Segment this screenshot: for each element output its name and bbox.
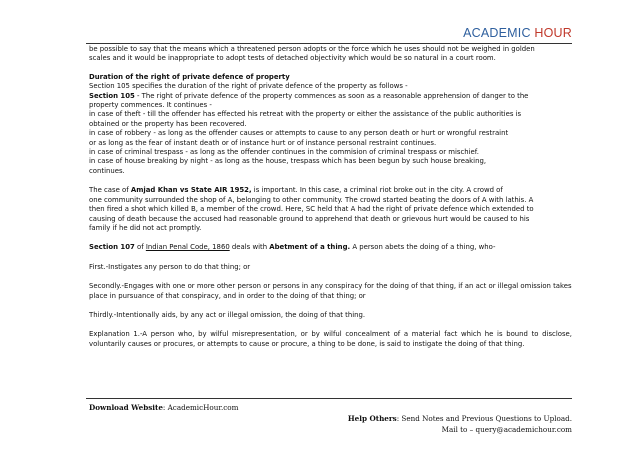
page-content bbox=[89, 45, 572, 349]
footer-divider bbox=[86, 398, 572, 399]
text-line: causing of death because the accused had reasonable ground to apprehend that death or grievous hurt would be caused to his bbox=[89, 214, 530, 223]
text-line: in case of robbery - as long as the offender causes or attempts to cause to any person death or hurt or wrongful restraint bbox=[89, 129, 509, 138]
clause-first: First.-Instigates any person to do that thing; or bbox=[89, 262, 251, 271]
section-107-label: Section 107 bbox=[89, 243, 135, 252]
text-line: in case of theft - till the offender has effected his retreat with the property or either the assistance of the public authorities is bbox=[89, 110, 522, 119]
text-line: continues. bbox=[89, 166, 125, 175]
footer-mail[interactable]: Mail to – query@academichour.com bbox=[441, 424, 572, 434]
footer-download bbox=[89, 403, 238, 412]
text-line: be possible to say that the means which a threatened person adopts or the force which he uses should not be weighed in golden bbox=[89, 45, 535, 53]
text-line: or as long as the fear of instant death or of instance hurt or of instance personal restraint continues. bbox=[89, 138, 437, 147]
text-line: one community surrounded the shop of A, belonging to other community. The crowd started beating the doors of A with lathis. A bbox=[89, 195, 534, 204]
abetment-term: Abetment of a thing. bbox=[269, 243, 351, 252]
text-line: obtained or the property has been recovered. bbox=[89, 119, 247, 128]
text-line: Section 105 - The right of private defence of the property commences as soon as a reasonable apprehension of danger to the bbox=[89, 91, 529, 100]
section-heading: Duration of the right of private defence of property bbox=[89, 72, 290, 81]
brand-academic: ACADEMIC bbox=[463, 26, 531, 40]
ipc-link[interactable]: Indian Penal Code, 1860 bbox=[145, 243, 230, 252]
brand-header bbox=[463, 26, 572, 40]
section-107-paragraph: Section 107 of Indian Penal Code, 1860 deals with Abetment of a thing. A person abets the doing of a thing, who- bbox=[89, 243, 496, 252]
text-line: in case of criminal trespass - as long as the offender continues in the commision of criminal trespass or mischief. bbox=[89, 148, 479, 157]
text-line: in case of house breaking by night - as long as the house, trespass which has been begun by such house breaking, bbox=[89, 157, 487, 166]
download-website[interactable]: : AcademicHour.com bbox=[162, 403, 239, 412]
explanation-paragraph: Explanation 1.-A person who, by wilful misrepresentation, or by wilful concealment of a material fact which he is bound to disclose, voluntarily causes or procures, or attempts to cause or procure, a thing to be done, is said to instigate the doing of that thing. bbox=[89, 330, 572, 348]
case-name: Amjad Khan vs State AIR 1952, bbox=[130, 186, 252, 195]
section-105-label: Section 105 bbox=[89, 91, 135, 100]
case-paragraph: The case of Amjad Khan vs State AIR 1952, is important. In this case, a criminal riot broke out in the city. A crowd of bbox=[89, 186, 503, 195]
footer-help: Help Others: Send Notes and Previous Questions to Upload. Mail to – query@academichour.com bbox=[347, 414, 572, 434]
clause-second: Secondly.-Engages with one or more other person or persons in any conspiracy for the doing of that thing, if an act or illegal omission takes place in pursuance of that conspiracy, and in order to the doing of that thing; or bbox=[89, 282, 572, 300]
text-line: Section 105 specifies the duration of the right of private defence of the property as follows - bbox=[89, 82, 408, 91]
download-label: Download Website bbox=[89, 403, 163, 412]
text-line: then fired a shot which killed B, a member of the crowd. Here, SC held that A had the right of private defence which extended to bbox=[89, 205, 534, 214]
text-line: family if he did not act promptly. bbox=[89, 223, 202, 232]
text-line: property commences. It continues - bbox=[89, 101, 212, 110]
help-label: Help Others bbox=[347, 414, 397, 423]
text-line: scales and it would be inappropriate to adopt tests of detached objectivity which would be so natural in a court room. bbox=[89, 54, 496, 63]
brand-hour: HOUR bbox=[534, 26, 572, 40]
header-divider bbox=[86, 43, 572, 44]
clause-third: Thirdly.-Intentionally aids, by any act or illegal omission, the doing of that thing. bbox=[89, 310, 366, 319]
